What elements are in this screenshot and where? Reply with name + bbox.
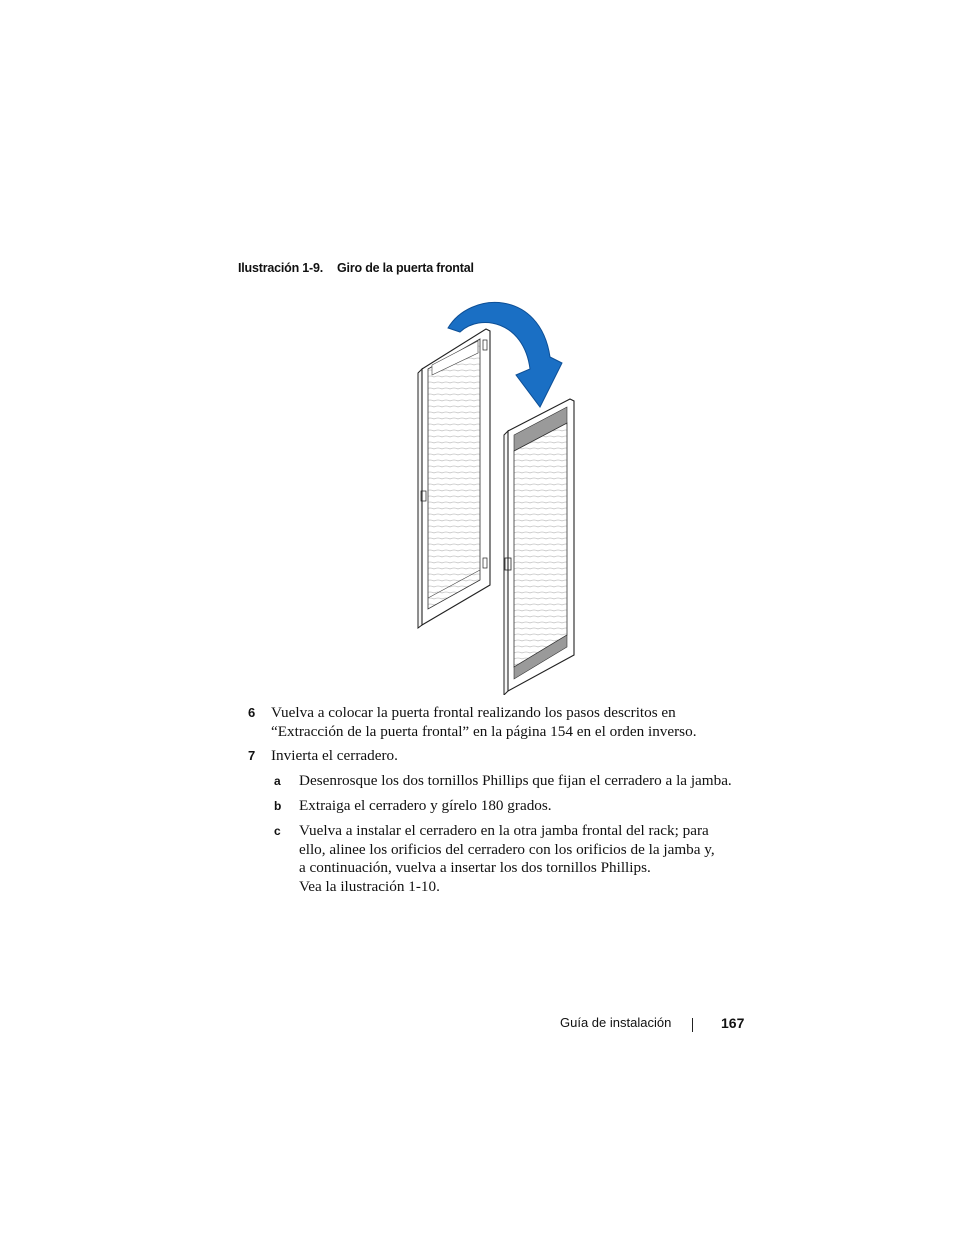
figure-title: Giro de la puerta frontal [337,261,474,275]
substep-line: Desenrosque los dos tornillos Phillips que fijan el cerradero a la jamba. [299,772,732,789]
figure-label: Ilustración 1-9. [238,261,324,275]
step-7 [248,747,398,766]
substep-line: Vuelva a instalar el cerradero en la otra jamba frontal del rack; para [299,822,709,839]
door-rotation-illustration [410,295,585,695]
step-number: 7 [248,748,256,763]
page-footer [560,1015,750,1030]
page-number: 167 [721,1015,745,1031]
door-left [418,329,490,628]
substep-line: Vea la ilustración 1-10. [299,877,440,895]
substep-line: a continuación, vuelva a insertar los dos tornillos Phillips. [299,859,651,876]
substep-letter: a [274,774,281,788]
substep-letter: b [274,799,282,813]
step-line: “Extracción de la puerta frontal” en la página 154 en el orden inverso. [271,722,697,740]
door-right [504,399,574,695]
substep-b [274,797,552,816]
figure-caption [238,261,474,275]
step-number: 6 [248,705,256,720]
substep-c [274,822,715,896]
footer-separator [692,1018,693,1032]
substep-line: ello, alinee los orificios del cerradero con los orificios de la jamba y, [299,840,715,858]
substep-a [274,772,732,791]
guide-title: Guía de instalación [560,1015,672,1030]
step-6 [248,704,697,741]
substep-line: Extraiga el cerradero y gírelo 180 grados. [299,797,552,814]
step-line: Vuelva a colocar la puerta frontal realizando los pasos descritos en [271,704,676,721]
step-line: Invierta el cerradero. [271,747,398,764]
substep-letter: c [274,824,281,838]
